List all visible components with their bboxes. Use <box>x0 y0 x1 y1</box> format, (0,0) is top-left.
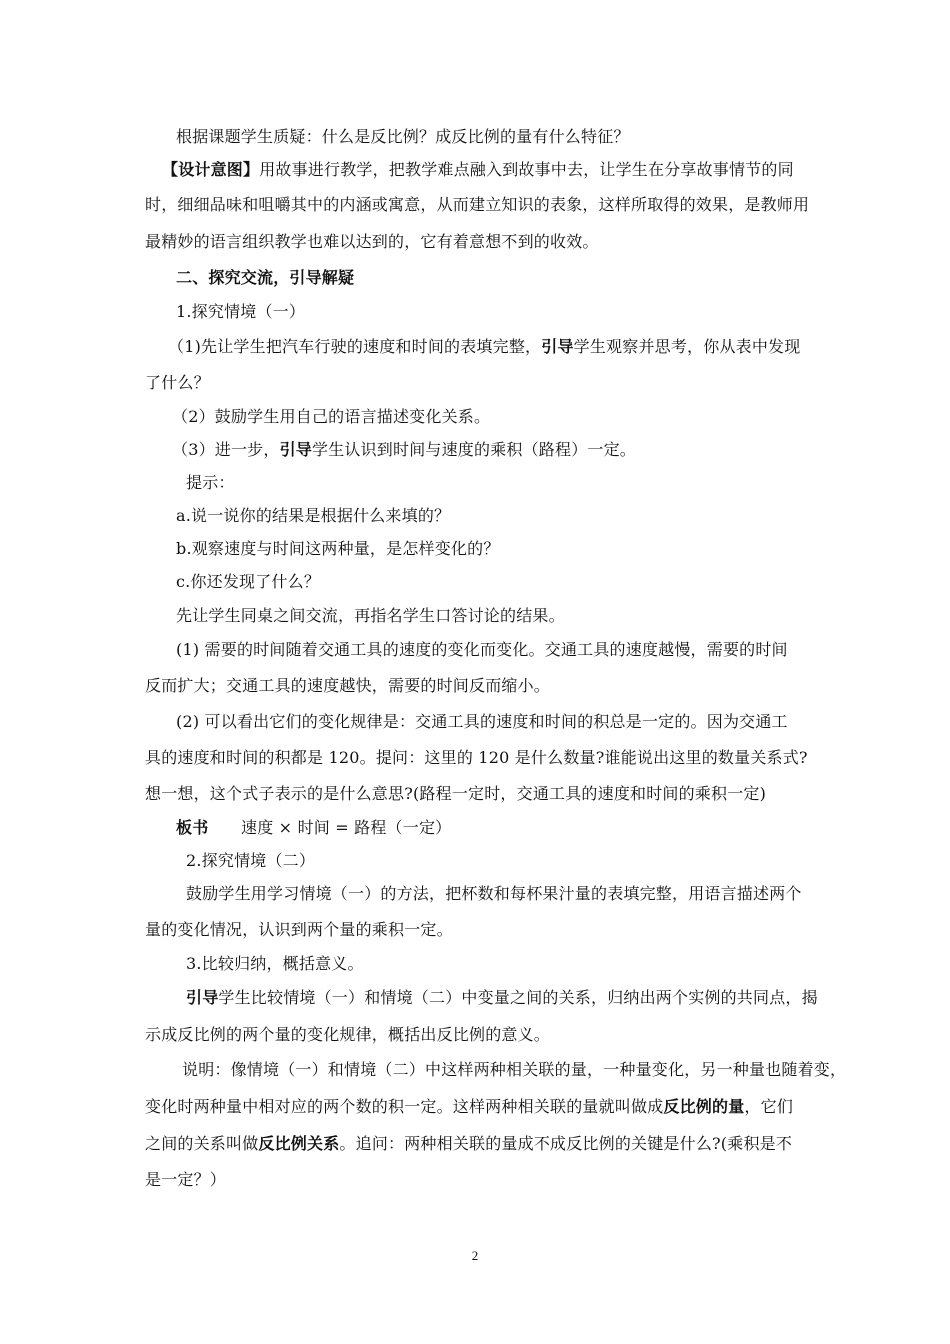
step-1-line-1 <box>168 337 806 357</box>
hint-a <box>176 506 450 526</box>
step-3 <box>172 440 636 460</box>
text: 提示： <box>186 473 235 492</box>
text: 先让学生同桌之间交流，再指名学生口答讨论的结果。 <box>176 606 565 625</box>
text: 时，细细品味和咀嚼其中的内涵或寓意，从而建立知识的表象，这样所取得的效果，是教师用 <box>145 195 810 214</box>
text: 1.探究情境（一） <box>176 302 306 321</box>
hint-c <box>176 572 320 592</box>
blackboard-equation: 速度 × 时间 = 路程（一定） <box>241 818 452 837</box>
text: 学生比较情境（一）和情境（二）中变量之间的关系，归纳出两个实例的共同点，揭 <box>218 988 818 1007</box>
text: ，它们 <box>744 1097 794 1116</box>
result-2-line-3 <box>145 784 766 804</box>
text: 变化时两种量中相对应的两个数的积一定。这样两种相关联的量就叫做成 <box>145 1097 664 1116</box>
explanation-line-3 <box>145 1134 806 1154</box>
text: 了什么？ <box>145 373 210 392</box>
emphasis: 反比例的量 <box>663 1097 745 1116</box>
design-intent-line-3 <box>145 232 599 252</box>
text: 反而扩大；交通工具的速度越快，需要的时间反而缩小。 <box>145 676 551 695</box>
result-2-line-2 <box>145 748 806 768</box>
hint-b <box>176 539 500 559</box>
text: 示成反比例的两个量的变化规律，概括出反比例的意义。 <box>145 1025 551 1044</box>
emphasis: 反比例关系 <box>258 1134 340 1153</box>
text: 想一想，这个式子表示的是什么意思?(路程一定时，交通工具的速度和时间的乘积一定) <box>145 784 767 803</box>
subsection-2-line-2 <box>145 920 453 940</box>
text: 是一定？） <box>145 1170 227 1189</box>
text: （2）鼓励学生用自己的语言描述变化关系。 <box>172 407 491 426</box>
emphasis: 引导 <box>279 440 312 459</box>
result-1-line-1 <box>176 640 806 660</box>
exchange-line <box>176 606 565 626</box>
text: 具的速度和时间的积都是 120。提问：这里的 120 是什么数量?谁能说出这里的数量关系式? <box>145 748 808 767</box>
step-2 <box>172 407 490 427</box>
result-2-line-1 <box>176 712 806 732</box>
section-heading-2 <box>176 268 354 288</box>
blackboard-label: 板书 <box>176 818 209 837</box>
result-1-line-2 <box>145 676 550 696</box>
question-line <box>176 127 630 147</box>
text: b.观察速度与时间这两种量，是怎样变化的？ <box>176 539 500 558</box>
page-number: 2 <box>471 1248 479 1263</box>
design-intent-line-1 <box>162 160 806 180</box>
blackboard-line <box>176 818 451 838</box>
text: （3）进一步， <box>172 440 280 459</box>
text: (2) 可以看出它们的变化规律是：交通工具的速度和时间的积总是一定的。因为交通工 <box>176 712 788 731</box>
hint-label <box>186 473 235 493</box>
text: 量的变化情况，认识到两个量的乘积一定。 <box>145 920 453 939</box>
text: c.你还发现了什么？ <box>176 572 321 591</box>
text: 学生认识到时间与速度的乘积（路程）一定。 <box>312 440 637 459</box>
text: 说明：像情境（一）和情境（二）中这样两种相关联的量，一种量变化，另一种量也随着变， <box>182 1060 847 1079</box>
design-intent-label: 【设计意图】 <box>162 160 260 179</box>
heading-text: 二、探究交流，引导解疑 <box>176 268 355 287</box>
subsection-1-title <box>176 302 305 322</box>
step-1-line-2 <box>145 373 210 393</box>
emphasis: 引导 <box>541 337 574 356</box>
subsection-2-title <box>186 851 315 871</box>
text: 3.比较归纳，概括意义。 <box>186 954 364 973</box>
text: 2.探究情境（二） <box>186 851 316 870</box>
emphasis: 引导 <box>186 988 219 1007</box>
subsection-3-line-2 <box>145 1025 550 1045</box>
text: 之间的关系叫做 <box>145 1134 259 1153</box>
text: 学生观察并思考，你从表中发现 <box>573 337 801 356</box>
text: （1)先让学生把汽车行驶的速度和时间的表填完整， <box>168 337 542 356</box>
text: a.说一说你的结果是根据什么来填的？ <box>176 506 451 525</box>
subsection-3-line-1 <box>186 988 818 1008</box>
text: 最精妙的语言组织教学也难以达到的，它有着意想不到的收效。 <box>145 232 599 251</box>
subsection-2-line-1 <box>186 884 806 904</box>
explanation-line-1 <box>182 1060 847 1080</box>
subsection-3-title <box>186 954 364 974</box>
explanation-line-2 <box>145 1097 806 1117</box>
explanation-line-4 <box>145 1170 226 1190</box>
text: (1) 需要的时间随着交通工具的速度的变化而变化。交通工具的速度越慢，需要的时间 <box>176 640 788 659</box>
text: 。追问：两种相关联的量成不成反比例的关键是什么?(乘积是不 <box>339 1134 793 1153</box>
design-intent-line-2 <box>145 195 810 215</box>
text: 根据课题学生质疑：什么是反比例？成反比例的量有什么特征？ <box>176 127 630 146</box>
text: 用故事进行教学，把教学难点融入到故事中去，让学生在分享故事情节的同 <box>259 160 794 179</box>
text: 鼓励学生用学习情境（一）的方法，把杯数和每杯果汁量的表填完整，用语言描述两个 <box>186 884 802 903</box>
